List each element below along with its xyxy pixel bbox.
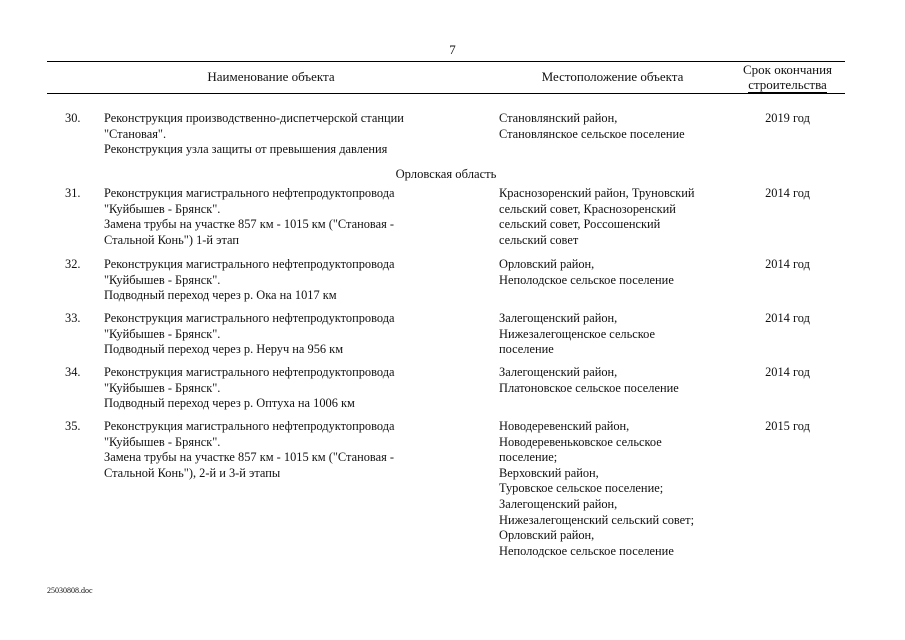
- location-line: Залегощенский район,: [499, 311, 618, 325]
- location-line: Орловский район,: [499, 257, 595, 271]
- row-number: 31.: [65, 186, 81, 200]
- row-number: 30.: [65, 111, 81, 125]
- page-number: 7: [449, 42, 456, 57]
- name-line: "Куйбышев - Брянск".: [104, 380, 221, 395]
- name-line: "Становая".: [104, 126, 167, 141]
- row-year: 2019 год: [765, 111, 810, 125]
- name-line: Реконструкция магистрального нефтепродуктопровода: [104, 257, 395, 271]
- location-line: Туровское сельское поселение;: [499, 481, 664, 496]
- location-line: Залегощенский район,: [499, 365, 618, 379]
- name-line: Подводный переход через р. Неруч на 956 км: [104, 342, 344, 357]
- row-object-name: [104, 186, 494, 248]
- row-number: 32.: [65, 257, 81, 271]
- name-line: Реконструкция узла защиты от превышения давления: [104, 142, 388, 157]
- name-line: Подводный переход через р. Ока на 1017 км: [104, 288, 337, 303]
- name-line: Стальной Конь"), 2-й и 3-й этапы: [104, 465, 281, 480]
- row-object-name: [104, 419, 494, 481]
- location-line: Краснозоренский район, Труновский: [499, 186, 695, 200]
- header-top-rule: [47, 61, 845, 62]
- row-year: 2014 год: [765, 257, 810, 271]
- row-location: [499, 111, 734, 142]
- row-object-name: [104, 111, 494, 158]
- row-object-name: [104, 365, 494, 412]
- location-line: Верховский район,: [499, 465, 599, 480]
- location-line: сельский совет, Краснозоренский: [499, 201, 676, 216]
- row-number: 33.: [65, 311, 81, 325]
- row-number: 34.: [65, 365, 81, 379]
- row-object-name: [104, 311, 494, 358]
- name-line: Замена трубы на участке 857 км - 1015 км ("Становая -: [104, 450, 394, 465]
- row-year: 2015 год: [765, 419, 810, 433]
- location-line: сельский совет: [499, 232, 579, 247]
- name-line: "Куйбышев - Брянск".: [104, 434, 221, 449]
- file-name-footer: 25030808.doc: [47, 586, 93, 595]
- name-line: Замена трубы на участке 857 км - 1015 км ("Становая -: [104, 217, 394, 232]
- location-line: Нижезалегощенский сельский совет;: [499, 512, 695, 527]
- location-line: поселение;: [499, 450, 558, 465]
- location-line: Залегощенский район,: [499, 496, 618, 511]
- header-completion-line2: строительства: [748, 77, 827, 92]
- row-year: 2014 год: [765, 365, 810, 379]
- name-line: Стальной Конь") 1-й этап: [104, 232, 239, 247]
- header-object-name: Наименование объекта: [207, 69, 335, 84]
- location-line: Нижезалегощенское сельское: [499, 326, 656, 341]
- location-line: Неполодское сельское поселение: [499, 272, 674, 287]
- name-line: Реконструкция производственно-диспетчерской станции: [104, 111, 404, 125]
- name-line: Реконструкция магистрального нефтепродуктопровода: [104, 186, 395, 200]
- location-line: Платоновское сельское поселение: [499, 380, 679, 395]
- region-heading: Орловская область: [395, 167, 497, 181]
- header-completion-line1: Срок окончания: [742, 62, 833, 77]
- name-line: "Куйбышев - Брянск".: [104, 272, 221, 287]
- row-location: [499, 419, 734, 559]
- name-line: Реконструкция магистрального нефтепродуктопровода: [104, 419, 395, 433]
- name-line: Подводный переход через р. Оптуха на 1006 км: [104, 396, 355, 411]
- row-object-name: [104, 257, 494, 304]
- location-line: поселение: [499, 342, 554, 357]
- name-line: Реконструкция магистрального нефтепродуктопровода: [104, 311, 395, 325]
- name-line: Реконструкция магистрального нефтепродуктопровода: [104, 365, 395, 379]
- location-line: Новодеревенский район,: [499, 419, 630, 433]
- row-location: [499, 257, 734, 288]
- header-bottom-rule: [47, 93, 845, 94]
- location-line: Орловский район,: [499, 528, 595, 543]
- row-year: 2014 год: [765, 311, 810, 325]
- header-object-location: Местоположение объекта: [541, 69, 684, 84]
- header-completion-date: [730, 62, 845, 93]
- row-location: [499, 186, 734, 248]
- row-number: 35.: [65, 419, 81, 433]
- row-location: [499, 365, 734, 396]
- location-line: Новодеревеньковское сельское: [499, 434, 662, 449]
- location-line: Становлянский район,: [499, 111, 618, 125]
- location-line: Становлянское сельское поселение: [499, 126, 685, 141]
- row-location: [499, 311, 734, 358]
- name-line: "Куйбышев - Брянск".: [104, 201, 221, 216]
- row-year: 2014 год: [765, 186, 810, 200]
- location-line: сельский совет, Россошенский: [499, 217, 661, 232]
- location-line: Неполодское сельское поселение: [499, 543, 674, 558]
- name-line: "Куйбышев - Брянск".: [104, 326, 221, 341]
